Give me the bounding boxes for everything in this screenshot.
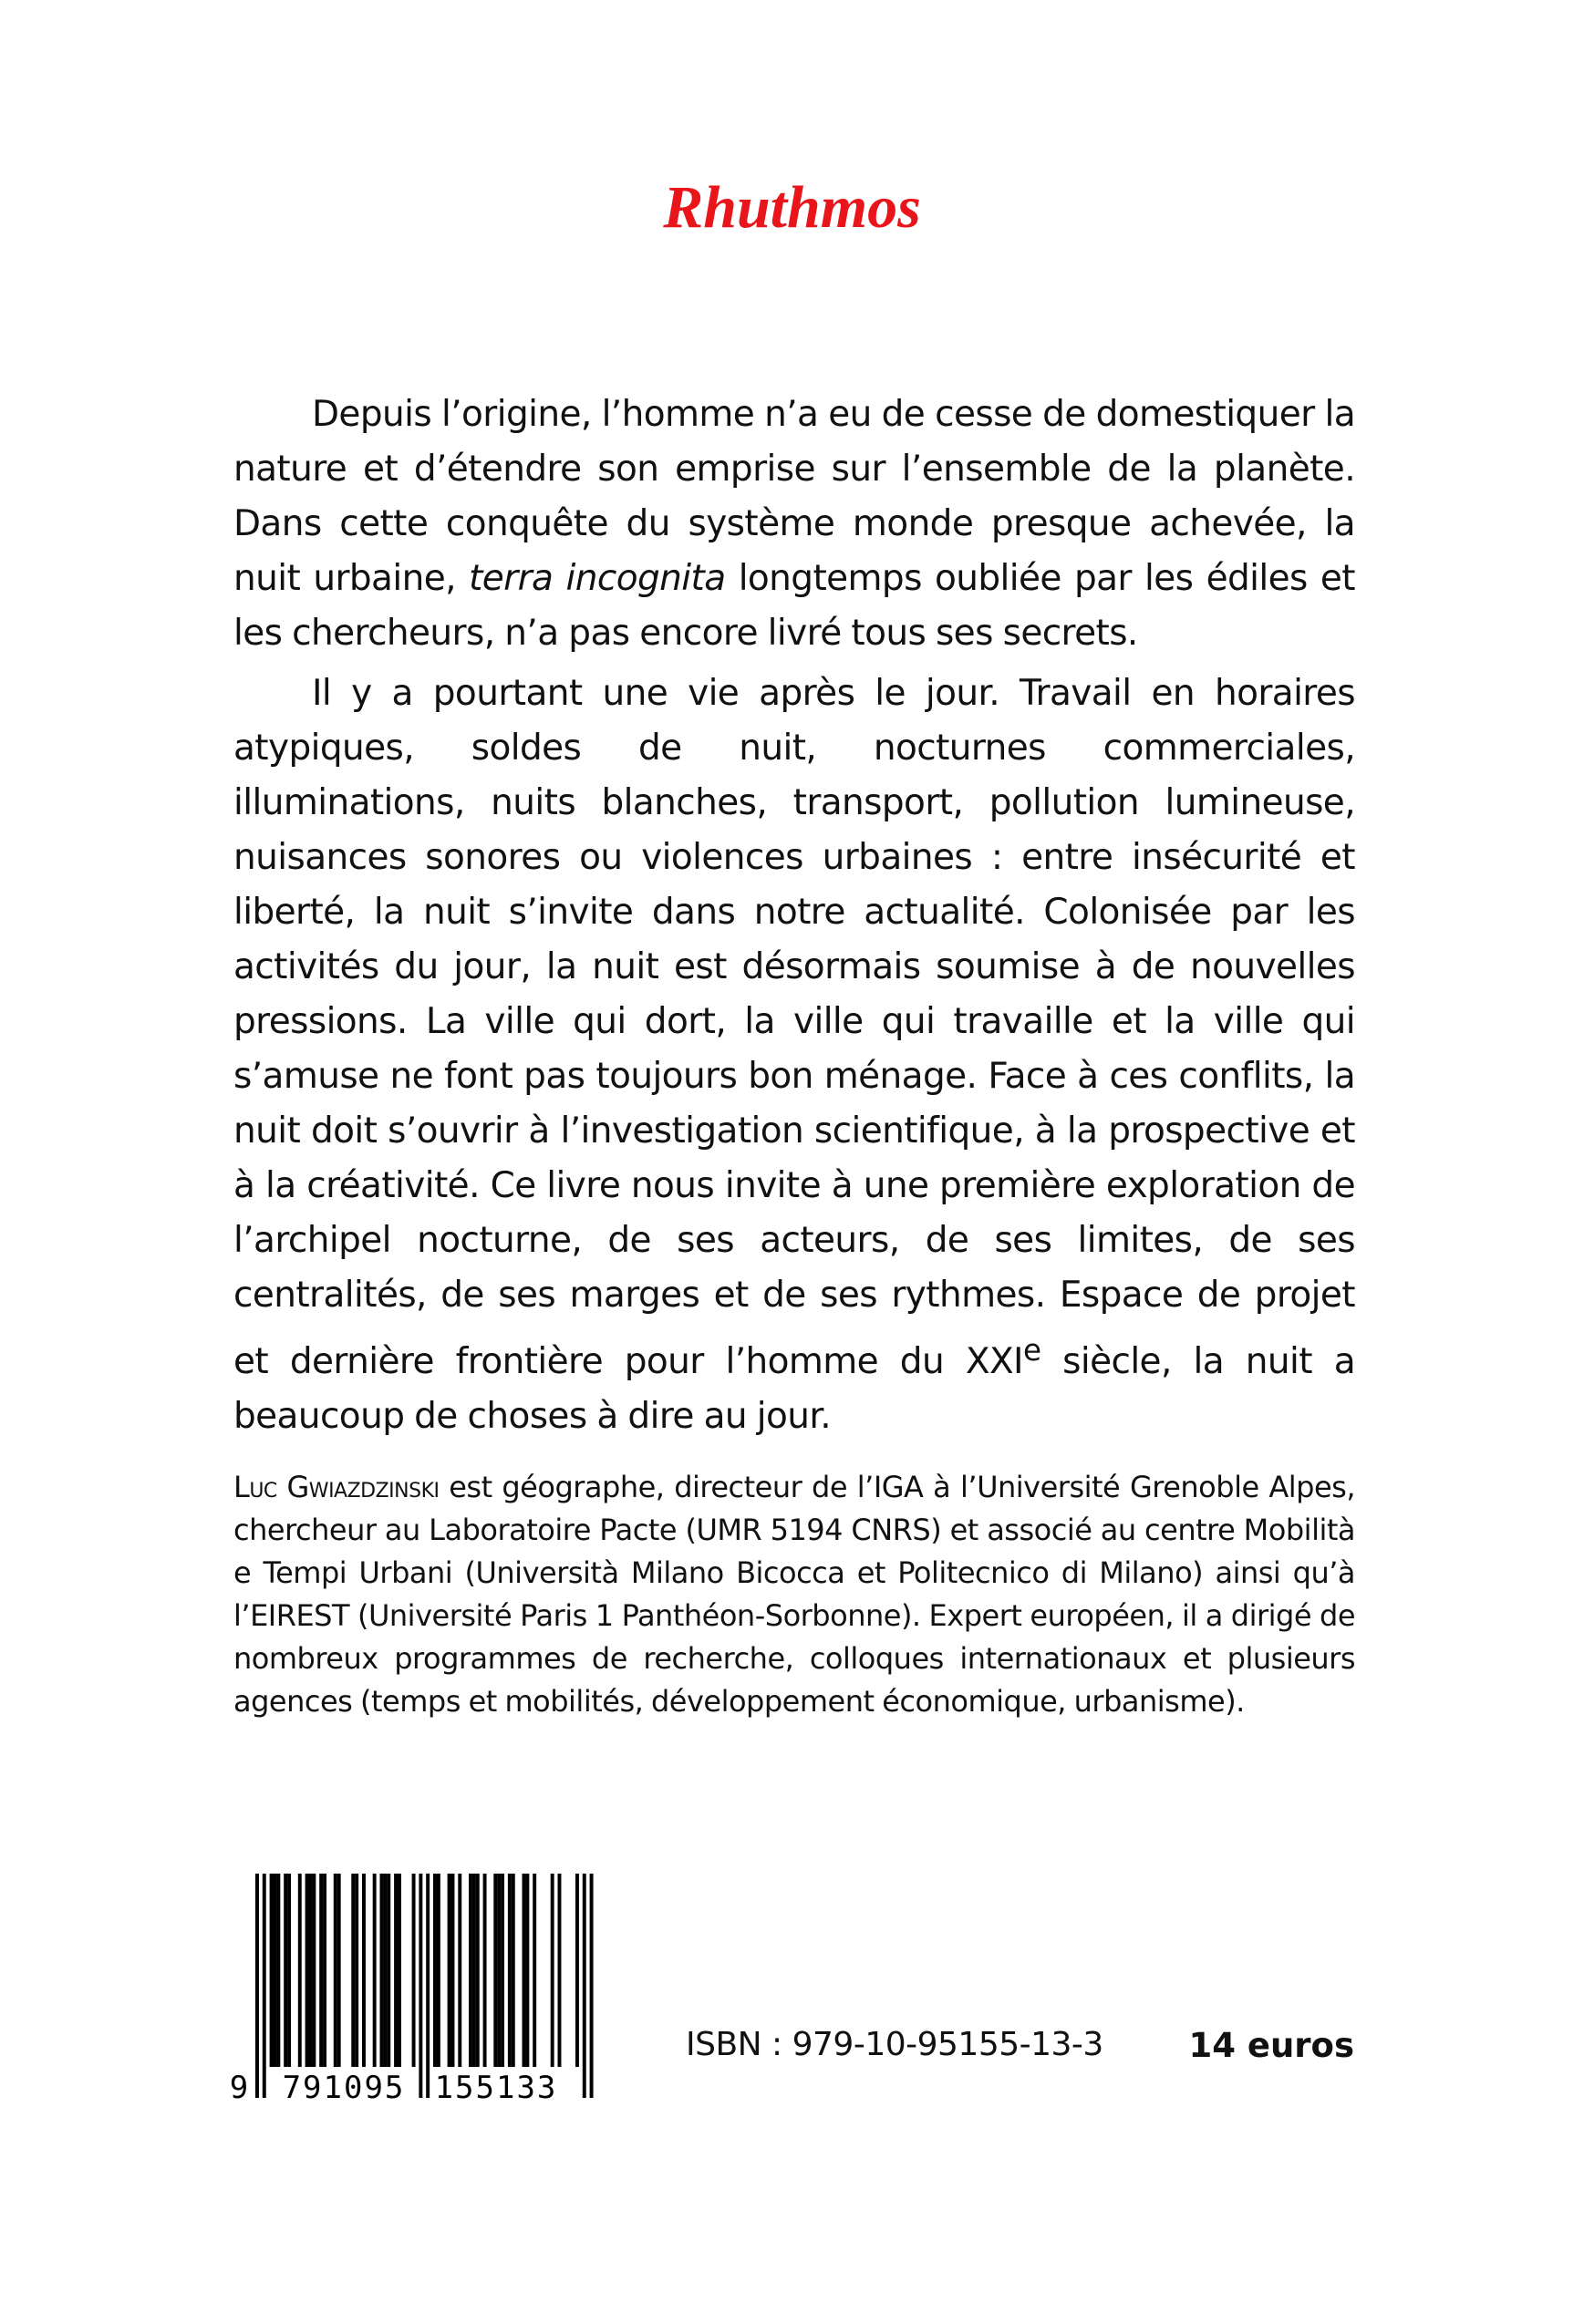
barcode-bar xyxy=(287,1874,291,2067)
barcode-digit-first: 9 xyxy=(230,2070,249,2102)
barcode-bar xyxy=(270,1874,274,2067)
barcode-bar xyxy=(263,1874,266,2098)
barcode-digits-left: 791095 xyxy=(282,2070,406,2102)
barcode-bar xyxy=(497,1874,501,2067)
barcode-bar xyxy=(512,1874,515,2067)
blurb-paragraph-2: Il y a pourtant une vie après le jour. Travail en horaires atypiques, soldes de nuit, nocturnes commerciales, illuminations, nuits blanches, transport, pollution lumineuse, nuisances sonores ou violences urbaines : entre insécurité et liberté, la nuit s’invite dans notre actualité. Colonisée par les activités du jour, la nuit est désormais soumise à de nouvelles pressions. La ville qui dort, la ville qui travaille et la ville qui s’amuse ne font pas toujours bon ménage. Face à ces conflits, la nuit doit s’ouvrir à l’investigation scientifique, à la prospective et à la créativité. Ce livre nous invite à une première exploration de l’archipel nocturne, de ses acteurs, de ses limites, de ses centralités, de ses marges et de ses rythmes. Espace de projet et dernière frontière pour l’homme du XXIe siècle, la nuit a beaucoup de choses à dire au jour. xyxy=(233,673,1355,1437)
isbn-label: ISBN : 979-10-95155-13-3 xyxy=(686,2026,1103,2063)
barcode-bar xyxy=(334,1874,337,2067)
barcode-bar xyxy=(533,1874,536,2067)
price-label: 14 euros xyxy=(1188,2026,1354,2065)
barcode-bar xyxy=(319,1874,323,2067)
barcode-bar xyxy=(323,1874,326,2067)
barcode-bar xyxy=(274,1874,277,2067)
author-bio xyxy=(233,1466,1355,1723)
barcode-bar xyxy=(394,1874,398,2067)
barcode-bar xyxy=(284,1874,287,2067)
barcode-bar xyxy=(525,1874,529,2067)
barcode-bar xyxy=(558,1874,562,2067)
century-superscript: e xyxy=(1022,1333,1041,1368)
barcode-bar xyxy=(575,1874,579,2067)
barcode-bar xyxy=(590,1874,594,2098)
barcode-digits-right: 155133 xyxy=(434,2070,558,2102)
barcode-bar xyxy=(380,1874,384,2067)
blurb-text xyxy=(233,387,1355,1444)
barcode-bar xyxy=(298,1874,302,2067)
barcode-bar xyxy=(458,1874,461,2067)
barcode-bar xyxy=(493,1874,497,2067)
barcode-bar xyxy=(255,1874,259,2098)
barcode-bar xyxy=(448,1874,451,2067)
barcode-bar xyxy=(387,1874,390,2067)
barcode-bar xyxy=(337,1874,341,2067)
barcode-bar xyxy=(433,1874,437,2067)
barcode-bar xyxy=(419,1874,422,2098)
barcode-bar xyxy=(426,1874,430,2098)
author-bio-paragraph: Luc Gwiazdzinski est géographe, directeur de l’IGA à l’Université Grenoble Alpes, chercheur au Laboratoire Pacte (UMR 5194 CNRS) et associé au centre Mobilità e Tempi Urbani (Università Milano Bicocca et Politecnico di Milano) ainsi qu’à l’EIREST (Université Paris 1 Panthéon-Sorbonne). Expert européen, il a dirigé de nombreux programmes de recherche, colloques internationaux et plusieurs agences (temps et mobilités, développement économique, urbanisme). xyxy=(233,1470,1355,1719)
barcode-bar xyxy=(472,1874,476,2067)
barcode-bar xyxy=(583,1874,586,2098)
publisher-name: Rhuthmos xyxy=(663,174,921,241)
barcode-bar xyxy=(312,1874,316,2067)
barcode-graphic xyxy=(230,1874,613,2102)
barcode-bar xyxy=(476,1874,480,2067)
barcode-bar xyxy=(355,1874,358,2067)
blurb-paragraph-1: Depuis l’origine, l’homme n’a eu de cesse de domestiquer la nature et d’étendre son emprise sur l’ensemble de la planète. Dans cette conquête du système monde presque achevée, la nuit urbaine, terra incognita longtemps oubliée par les édiles et les chercheurs, n’a pas encore livré tous ses secrets. xyxy=(233,394,1355,654)
barcode-bar xyxy=(451,1874,455,2067)
barcode-bar xyxy=(501,1874,504,2067)
author-name: Luc Gwiazdzinski xyxy=(233,1470,440,1504)
barcode-bar xyxy=(305,1874,309,2067)
barcode-bar xyxy=(469,1874,472,2067)
barcode-bar xyxy=(412,1874,416,2067)
barcode-bar xyxy=(398,1874,401,2067)
barcode-bar xyxy=(309,1874,313,2067)
italic-term: terra incognita xyxy=(469,558,726,599)
barcode xyxy=(230,1874,613,2102)
barcode-bar xyxy=(383,1874,387,2067)
barcode-bar xyxy=(523,1874,526,2067)
barcode-bar xyxy=(276,1874,280,2067)
barcode-bar xyxy=(437,1874,440,2067)
barcode-bar xyxy=(508,1874,512,2067)
barcode-bar xyxy=(351,1874,355,2067)
barcode-bar xyxy=(362,1874,366,2067)
barcode-bar xyxy=(551,1874,554,2067)
barcode-bar xyxy=(373,1874,377,2067)
barcode-bar xyxy=(483,1874,487,2067)
